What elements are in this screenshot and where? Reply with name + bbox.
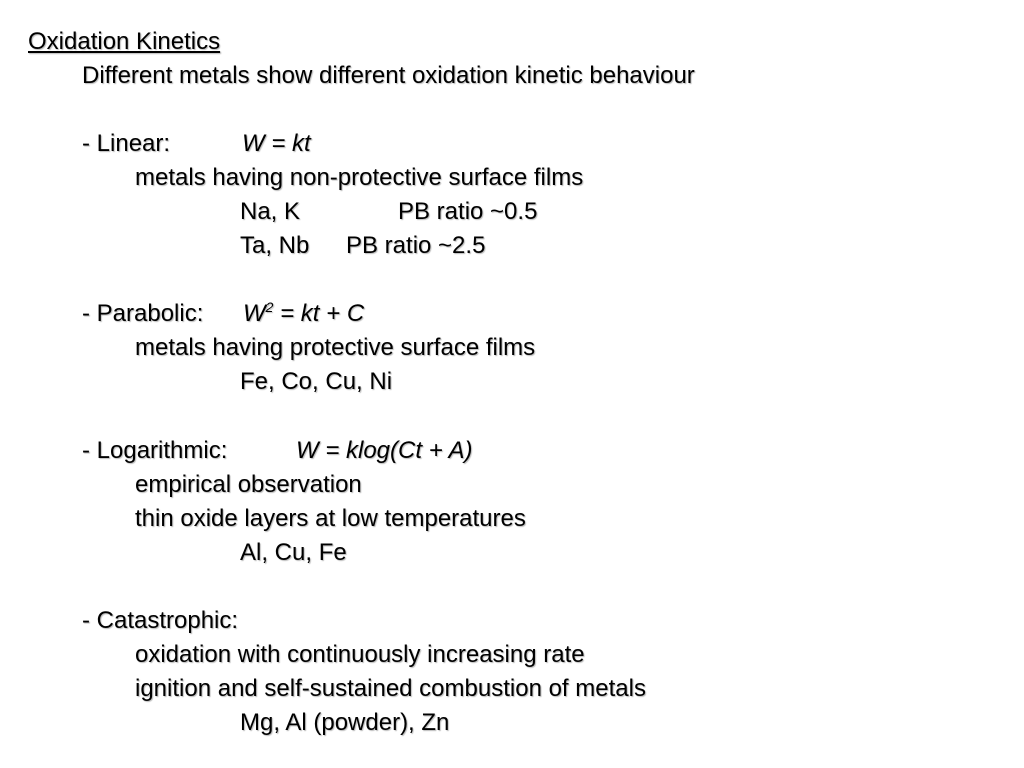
catastrophic-description: oxidation with continuously increasing rate — [135, 641, 585, 668]
linear-example-note: PB ratio ~2.5 — [346, 232, 486, 259]
parabolic-formula — [243, 300, 364, 328]
linear-example-metals: Na, K — [240, 198, 301, 225]
linear-label: - Linear: — [82, 130, 171, 157]
parabolic-examples: Fe, Co, Cu, Ni — [240, 368, 393, 395]
catastrophic-examples: Mg, Al (powder), Zn — [240, 709, 450, 736]
linear-formula: W = kt — [242, 130, 311, 157]
logarithmic-formula: W = klog(Ct + A) — [296, 437, 473, 464]
linear-example-note: PB ratio ~0.5 — [398, 198, 538, 225]
parabolic-formula-exponent: 2 — [265, 299, 274, 315]
logarithmic-description: empirical observation — [135, 471, 362, 498]
slide-subtitle: Different metals show different oxidation kinetic behaviour — [82, 62, 695, 89]
catastrophic-label: - Catastrophic: — [82, 607, 239, 634]
parabolic-label: - Parabolic: — [82, 300, 204, 327]
slide-title: Oxidation Kinetics — [28, 28, 221, 55]
parabolic-formula-base: W — [243, 300, 266, 327]
linear-example-metals: Ta, Nb — [240, 232, 310, 259]
catastrophic-description: ignition and self-sustained combustion of metals — [135, 675, 646, 702]
parabolic-formula-rest: = kt + C — [273, 300, 365, 327]
parabolic-description: metals having protective surface films — [135, 334, 536, 361]
linear-description: metals having non-protective surface films — [135, 164, 584, 191]
logarithmic-examples: Al, Cu, Fe — [240, 539, 347, 566]
logarithmic-description: thin oxide layers at low temperatures — [135, 505, 526, 532]
logarithmic-label: - Logarithmic: — [82, 437, 228, 464]
